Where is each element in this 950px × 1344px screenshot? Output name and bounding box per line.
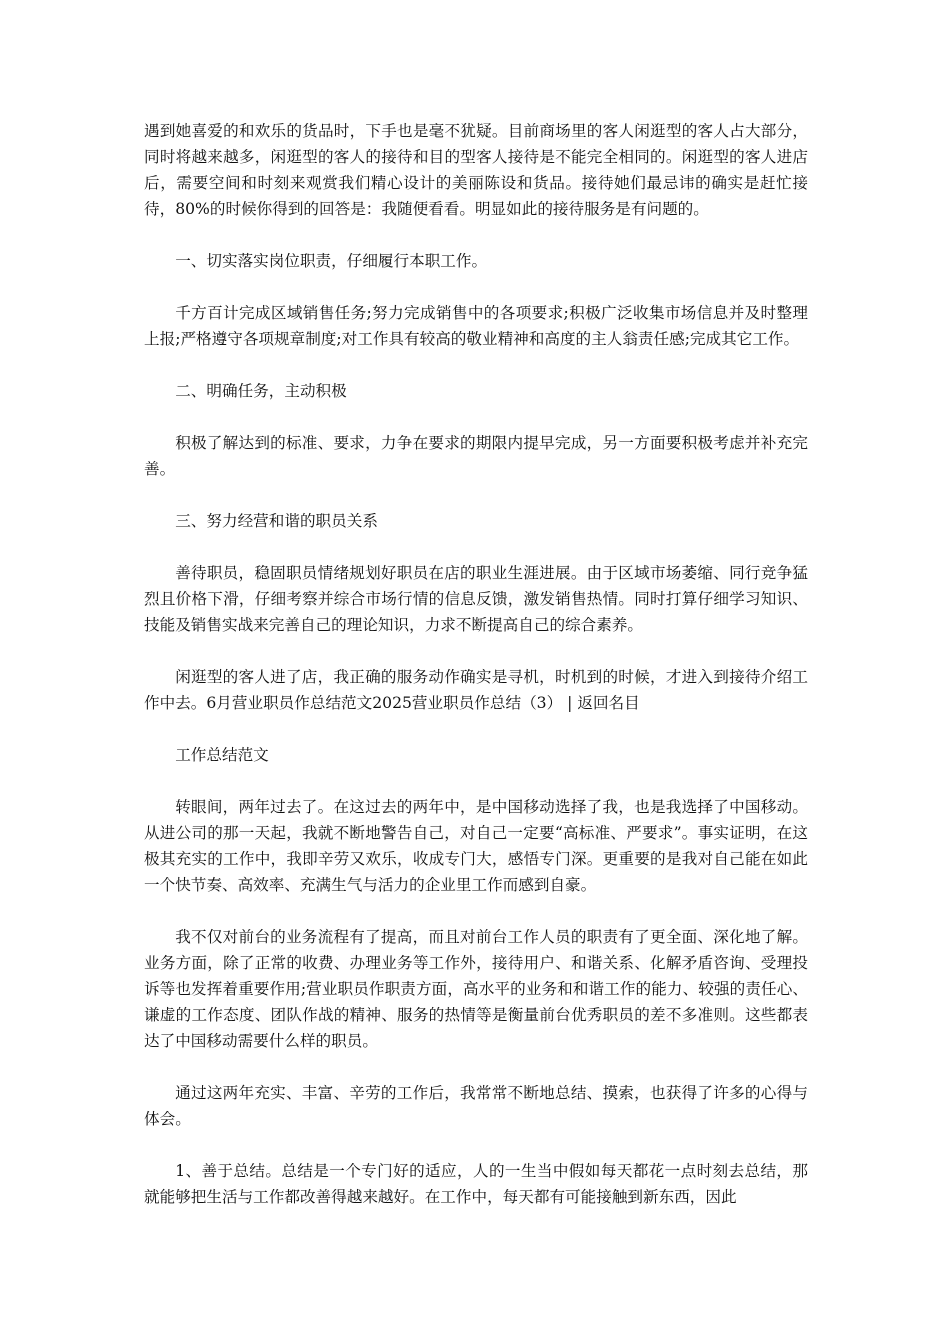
paragraph: 转眼间，两年过去了。在这过去的两年中，是中国移动选择了我，也是我选择了中国移动。从进公司的那一天起，我就不断地警告自己，对自己一定要“高标准、严要求”。事实证明，在这极其充实的工作中，我即辛劳又欢乐，收成专门大，感悟专门深。更重要的是我对自己能在如此一个快节奏、高效率、充满生气与活力的企业里工作而感到自豪。 bbox=[144, 798, 808, 894]
paragraph: 千方百计完成区域销售任务;努力完成销售中的各项要求;积极广泛收集市场信息并及时整理上报;严格遵守各项规章制度;对工作具有较高的敬业精神和高度的主人翁责任感;完成其它工作。 bbox=[144, 304, 808, 348]
paragraph: 闲逛型的客人进了店，我正确的服务动作确实是寻机，时机到的时候，才进入到接待介绍工作中去。6月营业职员作总结范文2025营业职员作总结（3） | 返回名目 bbox=[144, 668, 808, 712]
paragraph-continued: 遇到她喜爱的和欢乐的货品时，下手也是毫不犹疑。目前商场里的客人闲逛型的客人占大部分，同时将越来越多，闲逛型的客人的接待和目的型客人接待是不能完全相同的。闲逛型的客人进店后，需要空间和时刻来观赏我们精心设计的美丽陈设和货品。接待她们最忌讳的确实是赶忙接待，80%的时候你得到的回答是：我随便看看。明显如此的接待服务是有问题的。 bbox=[144, 122, 808, 218]
paragraph: 善待职员，稳固职员情绪规划好职员在店的职业生涯进展。由于区域市场萎缩、同行竞争猛烈且价格下滑，仔细考察并综合市场行情的信息反馈，激发销售热情。同时打算仔细学习知识、技能及销售实战来完善自己的理论知识，力求不断提高自己的综合素养。 bbox=[144, 564, 808, 634]
subtitle: 工作总结范文 bbox=[175, 746, 269, 764]
section-heading-3: 三、努力经营和谐的职员关系 bbox=[175, 512, 378, 530]
paragraph: 1、善于总结。总结是一个专门好的适应，人的一生当中假如每天都花一点时刻去总结，那就能够把生活与工作都改善得越来越好。在工作中，每天都有可能接触到新东西，因此 bbox=[144, 1162, 808, 1206]
paragraph: 积极了解达到的标准、要求，力争在要求的期限内提早完成，另一方面要积极考虑并补充完善。 bbox=[144, 434, 808, 478]
document-page bbox=[144, 118, 808, 1210]
paragraph: 通过这两年充实、丰富、辛劳的工作后，我常常不断地总结、摸索，也获得了许多的心得与体会。 bbox=[144, 1084, 808, 1128]
section-heading-1: 一、切实落实岗位职责，仔细履行本职工作。 bbox=[175, 252, 488, 270]
paragraph: 我不仅对前台的业务流程有了提高，而且对前台工作人员的职责有了更全面、深化地了解。业务方面，除了正常的收费、办理业务等工作外，接待用户、和谐关系、化解矛盾咨询、受理投诉等也发挥着重要作用;营业职员作职责方面，高水平的业务和和谐工作的能力、较强的责任心、谦虚的工作态度、团队作战的精神、服务的热情等是衡量前台优秀职员的差不多准则。这些都表达了中国移动需要什么样的职员。 bbox=[144, 928, 808, 1050]
section-heading-2: 二、明确任务，主动积极 bbox=[175, 382, 347, 400]
